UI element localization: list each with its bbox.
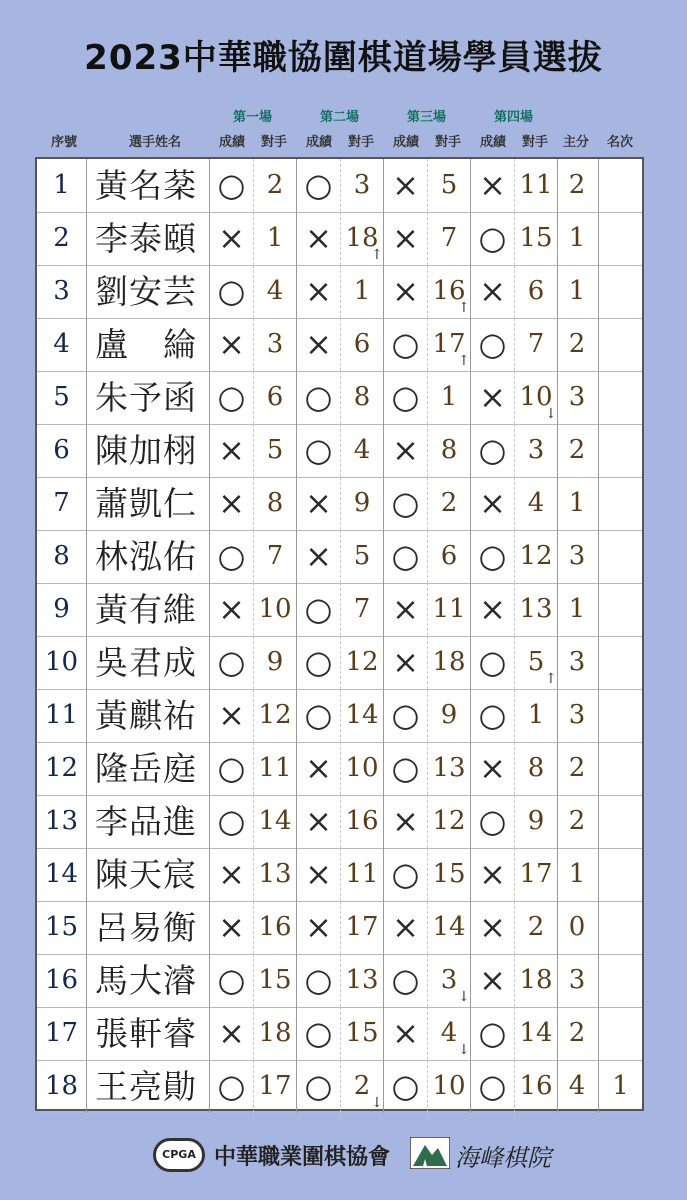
round-result: ○ <box>384 742 428 795</box>
round-opponent: 4 <box>341 424 384 477</box>
round-result: ○ <box>384 477 428 530</box>
serial-number: 17 <box>37 1007 87 1060</box>
round-opponent: 3 <box>428 954 471 1007</box>
round-result: × <box>384 159 428 212</box>
round-opponent: 14 <box>254 795 297 848</box>
round-result: × <box>297 848 341 901</box>
main-points: 2 <box>556 1007 599 1060</box>
round-result: ○ <box>471 795 515 848</box>
round-result: ○ <box>210 159 254 212</box>
main-points: 2 <box>556 795 599 848</box>
header-opponent: 對手 <box>521 135 548 150</box>
round-opponent: 13 <box>341 954 384 1007</box>
player-name: 蕭凱仁 <box>87 477 210 530</box>
serial-number: 15 <box>37 901 87 954</box>
player-name: 黃有維 <box>87 583 210 636</box>
round-result: ○ <box>297 636 341 689</box>
round-result: ○ <box>384 371 428 424</box>
round-opponent: 14 <box>428 901 471 954</box>
round-result: ○ <box>471 424 515 477</box>
main-points: 2 <box>556 742 599 795</box>
round-result: ○ <box>384 954 428 1007</box>
main-points: 3 <box>556 689 599 742</box>
rank <box>599 265 642 318</box>
round-result: × <box>297 477 341 530</box>
round-opponent: 4 <box>254 265 297 318</box>
player-name: 吳君成 <box>87 636 210 689</box>
table-row <box>37 795 642 849</box>
round-opponent: 11 <box>341 848 384 901</box>
round-opponent: 18 <box>254 1007 297 1060</box>
header-rank: 名次 <box>606 135 633 150</box>
round-result: ○ <box>210 371 254 424</box>
player-name: 陳加栩 <box>87 424 210 477</box>
round-result: × <box>384 424 428 477</box>
rank <box>599 901 642 954</box>
round-opponent: 13 <box>254 848 297 901</box>
header-name: 選手姓名 <box>128 135 181 150</box>
round-opponent: 1 <box>515 689 558 742</box>
main-points: 2 <box>556 159 599 212</box>
table-row <box>37 1060 642 1114</box>
round-opponent: 2 <box>254 159 297 212</box>
header-round-2: 第二場 <box>319 110 359 125</box>
round-opponent: 12 <box>428 795 471 848</box>
round-opponent: 18 <box>428 636 471 689</box>
round-result: ○ <box>210 265 254 318</box>
round-result: × <box>471 159 515 212</box>
round-result: ○ <box>297 689 341 742</box>
table-row <box>37 159 642 213</box>
round-result: × <box>471 583 515 636</box>
main-points: 3 <box>556 954 599 1007</box>
table-row <box>37 742 642 796</box>
round-opponent: 10 <box>254 583 297 636</box>
round-result: ○ <box>384 848 428 901</box>
table-row <box>37 212 642 266</box>
round-opponent: 10 <box>515 371 558 424</box>
round-opponent: 17 <box>428 318 471 371</box>
round-opponent: 2 <box>428 477 471 530</box>
round-result: × <box>384 795 428 848</box>
round-result: ○ <box>297 1007 341 1060</box>
main-points: 3 <box>556 371 599 424</box>
table-row <box>37 477 642 531</box>
main-points: 1 <box>556 477 599 530</box>
round-opponent: 7 <box>428 212 471 265</box>
round-result: ○ <box>384 530 428 583</box>
page-title: 2023中華職協圍棋道場學員選拔 <box>84 38 603 78</box>
player-name: 陳天宸 <box>87 848 210 901</box>
arrow-down-icon: ↓ <box>458 989 470 1005</box>
serial-number: 10 <box>37 636 87 689</box>
round-opponent: 10 <box>428 1060 471 1113</box>
round-result: × <box>210 318 254 371</box>
player-name: 張軒睿 <box>87 1007 210 1060</box>
round-result: ○ <box>384 1060 428 1113</box>
round-opponent: 9 <box>428 689 471 742</box>
table-row <box>37 689 642 743</box>
round-opponent: 10 <box>341 742 384 795</box>
player-name: 盧 綸 <box>87 318 210 371</box>
round-result: × <box>384 636 428 689</box>
header-round-1: 第一場 <box>232 110 272 125</box>
round-result: ○ <box>210 954 254 1007</box>
round-opponent: 16 <box>515 1060 558 1113</box>
player-name: 林泓佑 <box>87 530 210 583</box>
serial-number: 13 <box>37 795 87 848</box>
round-result: × <box>384 901 428 954</box>
round-opponent: 16 <box>341 795 384 848</box>
round-result: ○ <box>471 318 515 371</box>
round-result: ○ <box>471 689 515 742</box>
round-result: × <box>471 848 515 901</box>
table-row <box>37 901 642 955</box>
round-result: ○ <box>210 742 254 795</box>
rank: 1 <box>612 1071 629 1101</box>
arrow-down-icon: ↓ <box>545 406 557 422</box>
round-result: × <box>297 901 341 954</box>
serial-number: 3 <box>37 265 87 318</box>
table-row <box>37 583 642 637</box>
arrow-up-icon: ↑ <box>458 353 470 369</box>
round-opponent: 7 <box>515 318 558 371</box>
round-result: × <box>297 318 341 371</box>
header-points: 主分 <box>562 135 589 150</box>
round-opponent: 13 <box>515 583 558 636</box>
round-opponent: 5 <box>341 530 384 583</box>
round-opponent: 6 <box>515 265 558 318</box>
logo-text: CPGA <box>162 1148 196 1161</box>
serial-number: 4 <box>37 318 87 371</box>
round-result: ○ <box>471 636 515 689</box>
round-opponent: 1 <box>341 265 384 318</box>
round-result: × <box>297 742 341 795</box>
round-result: × <box>471 954 515 1007</box>
round-result: × <box>471 901 515 954</box>
round-result: × <box>210 901 254 954</box>
player-name: 李泰頤 <box>87 212 210 265</box>
round-opponent: 15 <box>515 212 558 265</box>
main-points: 1 <box>556 212 599 265</box>
serial-number: 9 <box>37 583 87 636</box>
rank <box>599 477 642 530</box>
mountain-logo-icon <box>410 1137 450 1169</box>
org-name: 中華職業圍棋協會 <box>214 1145 391 1170</box>
round-result: ○ <box>471 1007 515 1060</box>
round-result: × <box>210 477 254 530</box>
round-opponent: 8 <box>428 424 471 477</box>
round-result: × <box>471 477 515 530</box>
round-opponent: 18 <box>515 954 558 1007</box>
partner-name: 海峰棋院 <box>455 1144 551 1172</box>
round-result: × <box>297 530 341 583</box>
round-result: × <box>471 742 515 795</box>
arrow-down-icon: ↓ <box>458 1042 470 1058</box>
rank <box>599 212 642 265</box>
main-points: 2 <box>556 424 599 477</box>
round-opponent: 2 <box>341 1060 384 1113</box>
header-result: 成績 <box>305 135 332 150</box>
round-result: × <box>297 212 341 265</box>
round-opponent: 5 <box>515 636 558 689</box>
round-result: ○ <box>297 159 341 212</box>
rank <box>599 742 642 795</box>
round-result: ○ <box>297 371 341 424</box>
round-opponent: 5 <box>254 424 297 477</box>
round-result: × <box>384 265 428 318</box>
round-opponent: 11 <box>254 742 297 795</box>
round-result: × <box>297 265 341 318</box>
player-name: 隆岳庭 <box>87 742 210 795</box>
round-result: ○ <box>384 318 428 371</box>
round-result: × <box>210 689 254 742</box>
round-result: ○ <box>471 530 515 583</box>
round-opponent: 3 <box>254 318 297 371</box>
round-opponent: 13 <box>428 742 471 795</box>
round-opponent: 15 <box>254 954 297 1007</box>
rank <box>599 530 642 583</box>
rank <box>599 318 642 371</box>
round-opponent: 2 <box>515 901 558 954</box>
arrow-down-icon: ↓ <box>371 1095 383 1111</box>
rank <box>599 636 642 689</box>
round-opponent: 9 <box>515 795 558 848</box>
table-row <box>37 424 642 478</box>
round-result: × <box>210 212 254 265</box>
player-name: 馬大濬 <box>87 954 210 1007</box>
main-points: 1 <box>556 265 599 318</box>
round-opponent: 4 <box>428 1007 471 1060</box>
serial-number: 6 <box>37 424 87 477</box>
serial-number: 11 <box>37 689 87 742</box>
round-result: ○ <box>297 954 341 1007</box>
serial-number: 5 <box>37 371 87 424</box>
round-opponent: 8 <box>515 742 558 795</box>
rank <box>599 371 642 424</box>
round-opponent: 8 <box>341 371 384 424</box>
round-opponent: 11 <box>515 159 558 212</box>
round-result: × <box>384 583 428 636</box>
main-points: 3 <box>556 636 599 689</box>
serial-number: 16 <box>37 954 87 1007</box>
round-opponent: 14 <box>341 689 384 742</box>
round-opponent: 6 <box>254 371 297 424</box>
round-result: × <box>210 583 254 636</box>
player-name: 李品進 <box>87 795 210 848</box>
round-opponent: 12 <box>341 636 384 689</box>
rank <box>599 159 642 212</box>
round-opponent: 8 <box>254 477 297 530</box>
round-opponent: 3 <box>341 159 384 212</box>
arrow-up-icon: ↑ <box>545 671 557 687</box>
round-result: × <box>471 265 515 318</box>
main-points: 1 <box>556 848 599 901</box>
round-opponent: 5 <box>428 159 471 212</box>
round-opponent: 15 <box>428 848 471 901</box>
player-name: 朱予函 <box>87 371 210 424</box>
arrow-up-icon: ↑ <box>371 247 383 263</box>
round-opponent: 15 <box>341 1007 384 1060</box>
serial-number: 7 <box>37 477 87 530</box>
arrow-up-icon: ↑ <box>458 300 470 316</box>
header-result: 成績 <box>392 135 419 150</box>
rank <box>599 424 642 477</box>
main-points: 2 <box>556 318 599 371</box>
round-result: ○ <box>297 583 341 636</box>
serial-number: 1 <box>37 159 87 212</box>
main-points: 1 <box>556 583 599 636</box>
round-opponent: 6 <box>341 318 384 371</box>
round-result: × <box>210 424 254 477</box>
round-opponent: 4 <box>515 477 558 530</box>
main-points: 3 <box>556 530 599 583</box>
serial-number: 8 <box>37 530 87 583</box>
player-name: 黃名棻 <box>87 159 210 212</box>
cpga-logo <box>153 1138 205 1172</box>
rank <box>599 848 642 901</box>
serial-number: 14 <box>37 848 87 901</box>
round-opponent: 6 <box>428 530 471 583</box>
rank <box>599 795 642 848</box>
round-result: ○ <box>210 530 254 583</box>
round-result: × <box>471 371 515 424</box>
round-result: ○ <box>210 636 254 689</box>
header-result: 成績 <box>218 135 245 150</box>
header-round-3: 第三場 <box>406 110 446 125</box>
serial-number: 18 <box>37 1060 87 1113</box>
round-result: ○ <box>471 1060 515 1113</box>
round-result: ○ <box>471 212 515 265</box>
round-result: × <box>384 212 428 265</box>
round-result: × <box>210 1007 254 1060</box>
table-row <box>37 265 642 319</box>
header-result: 成績 <box>479 135 506 150</box>
table-row <box>37 318 642 372</box>
round-opponent: 1 <box>254 212 297 265</box>
serial-number: 2 <box>37 212 87 265</box>
round-result: ○ <box>297 1060 341 1113</box>
round-result: ○ <box>297 424 341 477</box>
rank <box>599 954 642 1007</box>
round-opponent: 17 <box>341 901 384 954</box>
round-result: ○ <box>384 689 428 742</box>
round-opponent: 17 <box>515 848 558 901</box>
round-result: × <box>210 848 254 901</box>
round-opponent: 3 <box>515 424 558 477</box>
table-row <box>37 530 642 584</box>
round-opponent: 7 <box>341 583 384 636</box>
main-points: 4 <box>556 1060 599 1113</box>
round-opponent: 16 <box>428 265 471 318</box>
round-result: ○ <box>210 795 254 848</box>
table-row <box>37 1007 642 1061</box>
round-opponent: 11 <box>428 583 471 636</box>
player-name: 黃麒祐 <box>87 689 210 742</box>
round-opponent: 7 <box>254 530 297 583</box>
header-opponent: 對手 <box>260 135 287 150</box>
player-name: 劉安芸 <box>87 265 210 318</box>
player-name: 王亮勛 <box>87 1060 210 1113</box>
round-result: ○ <box>210 1060 254 1113</box>
rank <box>599 583 642 636</box>
main-points: 0 <box>556 901 599 954</box>
table-row <box>37 848 642 902</box>
round-result: × <box>297 795 341 848</box>
serial-number: 12 <box>37 742 87 795</box>
rank <box>599 1007 642 1060</box>
player-name: 呂易衡 <box>87 901 210 954</box>
table-row <box>37 954 642 1008</box>
round-opponent: 18 <box>341 212 384 265</box>
header-opponent: 對手 <box>434 135 461 150</box>
round-opponent: 16 <box>254 901 297 954</box>
results-table <box>35 157 644 1111</box>
rank <box>599 689 642 742</box>
round-opponent: 9 <box>254 636 297 689</box>
round-result: × <box>384 1007 428 1060</box>
header-opponent: 對手 <box>347 135 374 150</box>
round-opponent: 14 <box>515 1007 558 1060</box>
header-round-4: 第四場 <box>493 110 533 125</box>
round-opponent: 17 <box>254 1060 297 1113</box>
round-opponent: 9 <box>341 477 384 530</box>
round-opponent: 12 <box>254 689 297 742</box>
round-opponent: 12 <box>515 530 558 583</box>
round-opponent: 1 <box>428 371 471 424</box>
header-no: 序號 <box>50 135 77 150</box>
